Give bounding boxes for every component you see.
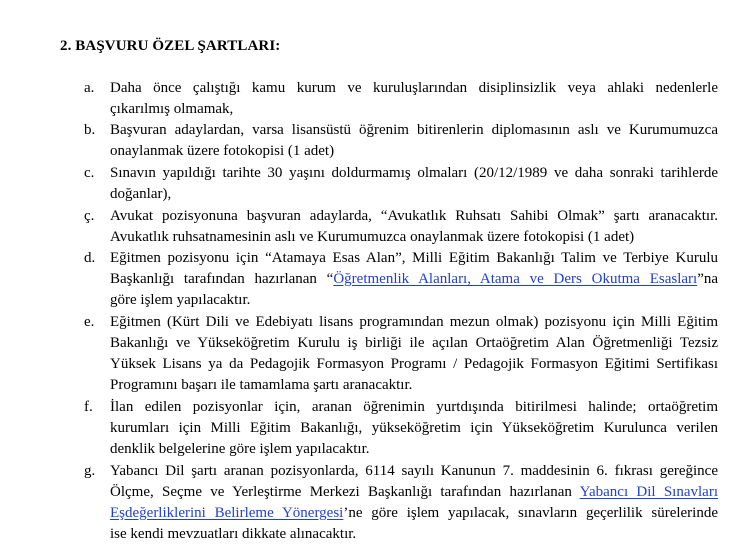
item-text-line: onaylanmak üzere fotokopisi (1 adet) bbox=[110, 143, 335, 159]
item-text-line: Bakanlığı ve Yükseköğretim Kurulu iş birliği ile açılan Ortaöğretim Alan Öğretmenliği Tezsiz bbox=[110, 335, 718, 351]
item-text-segment: Ölçme, Seçme ve Yerleştirme Merkezi Başkanlığı tarafından hazırlanan bbox=[110, 484, 580, 500]
yabanci-dil-yonergesi-link-continued[interactable]: Eşdeğerliklerini Belirleme Yönergesi bbox=[110, 505, 344, 521]
list-marker: g. bbox=[84, 463, 96, 479]
item-text-line: İlan edilen pozisyonlar için, aranan öğrenimin yurtdışında bitirilmesi halinde; ortaöğretim bbox=[110, 399, 718, 415]
list-marker: a. bbox=[84, 80, 95, 96]
item-text-line: Eğitmen (Kürt Dili ve Edebiyatı lisans programından mezun olmak) pozisyonu için Milli Eğitim bbox=[110, 314, 718, 330]
item-text-line bbox=[110, 269, 718, 290]
item-text-line: Yüksek Lisans ya da Pedagojik Formasyon Programı / Pedagojik Formasyon Eğitimi Sertifikası bbox=[110, 356, 718, 372]
item-text-line: Programını başarı ile tamamlama şartı aranacaktır. bbox=[110, 377, 413, 393]
item-text-line: kurumları için Milli Eğitim Bakanlığı, yükseköğretim için Yükseköğretim Kurulunca verilen bbox=[110, 420, 718, 436]
item-text-line: Daha önce çalıştığı kamu kurum ve kuruluşlarından disiplinsizlik veya ahlaki nedenlerle bbox=[110, 80, 718, 96]
list-marker: b. bbox=[84, 122, 96, 138]
list-marker: e. bbox=[84, 314, 95, 330]
item-text-line: Yabancı Dil şartı aranan pozisyonlarda, 6114 sayılı Kanunun 7. maddesinin 6. fıkrası gereğince bbox=[110, 463, 718, 479]
yabanci-dil-yonergesi-link[interactable]: Yabancı Dil Sınavları bbox=[579, 484, 718, 500]
item-text-line: Eğitmen pozisyonu için “Atamaya Esas Alan”, Milli Eğitim Bakanlığı Talim ve Terbiye Kurulu bbox=[110, 250, 718, 266]
item-text-line: Avukatlık ruhsatnamesinin aslı ve Kurumumuzca onaylanmak üzere fotokopisi (1 adet) bbox=[110, 229, 635, 245]
item-text-line: Sınavın yapıldığı tarihte 30 yaşını doldurmamış olmaları (20/12/1989 ve daha sonraki tarihlerde bbox=[110, 165, 718, 181]
item-text-line bbox=[110, 503, 718, 524]
item-text-line: Başvuran adaylardan, varsa lisansüstü öğrenim bitirenlerin diplomasının aslı ve Kurumumuzca bbox=[110, 122, 718, 138]
list-marker: c. bbox=[84, 165, 95, 181]
item-text-segment: Başkanlığı tarafından hazırlanan “ bbox=[110, 271, 334, 287]
item-text-line: ise kendi mevzuatları dikkate alınacaktır. bbox=[110, 526, 357, 542]
item-text-line bbox=[110, 482, 718, 503]
section-heading: 2. BAŞVURU ÖZEL ŞARTLARI: bbox=[60, 38, 281, 54]
item-text-line: denklik belgelerine göre işlem yapılacaktır. bbox=[110, 441, 370, 457]
ogretmenlik-alanlari-link[interactable]: Öğretmenlik Alanları, Atama ve Ders Okutma Esasları bbox=[333, 271, 698, 287]
item-text-segment: ”na bbox=[697, 271, 719, 287]
list-marker: f. bbox=[84, 399, 93, 415]
list-marker: ç. bbox=[84, 208, 95, 224]
item-text-segment: ’ne göre işlem yapılacak, sınavların geçerlilik sürelerinde bbox=[343, 505, 718, 521]
item-text-line: göre işlem yapılacaktır. bbox=[110, 292, 251, 308]
item-text-line: Avukat pozisyonuna başvuran adaylarda, “Avukatlık Ruhsatı Sahibi Olmak” şartı aranacaktır. bbox=[110, 208, 718, 224]
list-marker: d. bbox=[84, 250, 96, 266]
item-text-line: doğanlar), bbox=[110, 186, 172, 202]
item-text-line: çıkarılmış olmamak, bbox=[110, 101, 234, 117]
